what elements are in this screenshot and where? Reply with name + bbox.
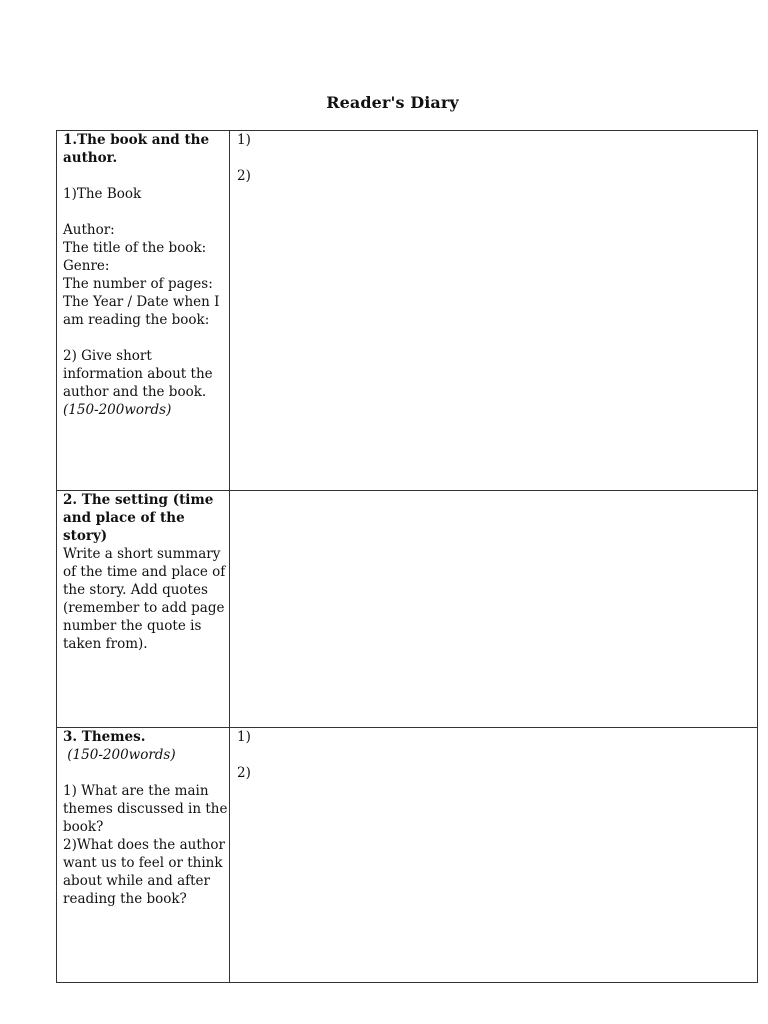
- field-label: Genre:: [63, 258, 110, 274]
- prompt-cell: [57, 491, 230, 728]
- table-row: [57, 728, 758, 983]
- prompt-cell: [57, 131, 230, 491]
- question-text: 2)What does the author want us to feel or think about while and after reading the book?: [63, 837, 226, 907]
- word-count: (150-200words): [63, 747, 176, 763]
- page-title: Reader's Diary: [326, 93, 459, 112]
- sub-heading: 1)The Book: [63, 186, 142, 202]
- field-label: The title of the book:: [63, 240, 207, 256]
- field-label: The number of pages:: [63, 276, 213, 292]
- task-text: 2) Give short information about the author and the book.: [63, 348, 213, 400]
- answer-number: 2): [237, 168, 251, 184]
- answer-cell[interactable]: [230, 491, 758, 728]
- answer-number: 1): [237, 729, 251, 745]
- task-text: Write a short summary of the time and place of the story. Add quotes (remember to add page number the quote is taken from).: [63, 546, 226, 652]
- section-heading: 2. The setting (time and place of the story): [63, 492, 214, 544]
- table-row: [57, 491, 758, 728]
- section-heading: 3. Themes.: [63, 729, 146, 745]
- word-count: (150-200words): [63, 402, 172, 418]
- field-label: Author:: [63, 222, 115, 238]
- answer-cell[interactable]: [230, 131, 758, 491]
- answer-cell[interactable]: [230, 728, 758, 983]
- answer-number: 1): [237, 132, 251, 148]
- prompt-cell: [57, 728, 230, 983]
- diary-table: [56, 130, 758, 983]
- question-text: 1) What are the main themes discussed in the book?: [63, 783, 228, 835]
- field-label: The Year / Date when I am reading the book:: [63, 294, 220, 328]
- answer-number: 2): [237, 765, 251, 781]
- table-row: [57, 131, 758, 491]
- section-heading: 1.The book and the author.: [63, 132, 210, 166]
